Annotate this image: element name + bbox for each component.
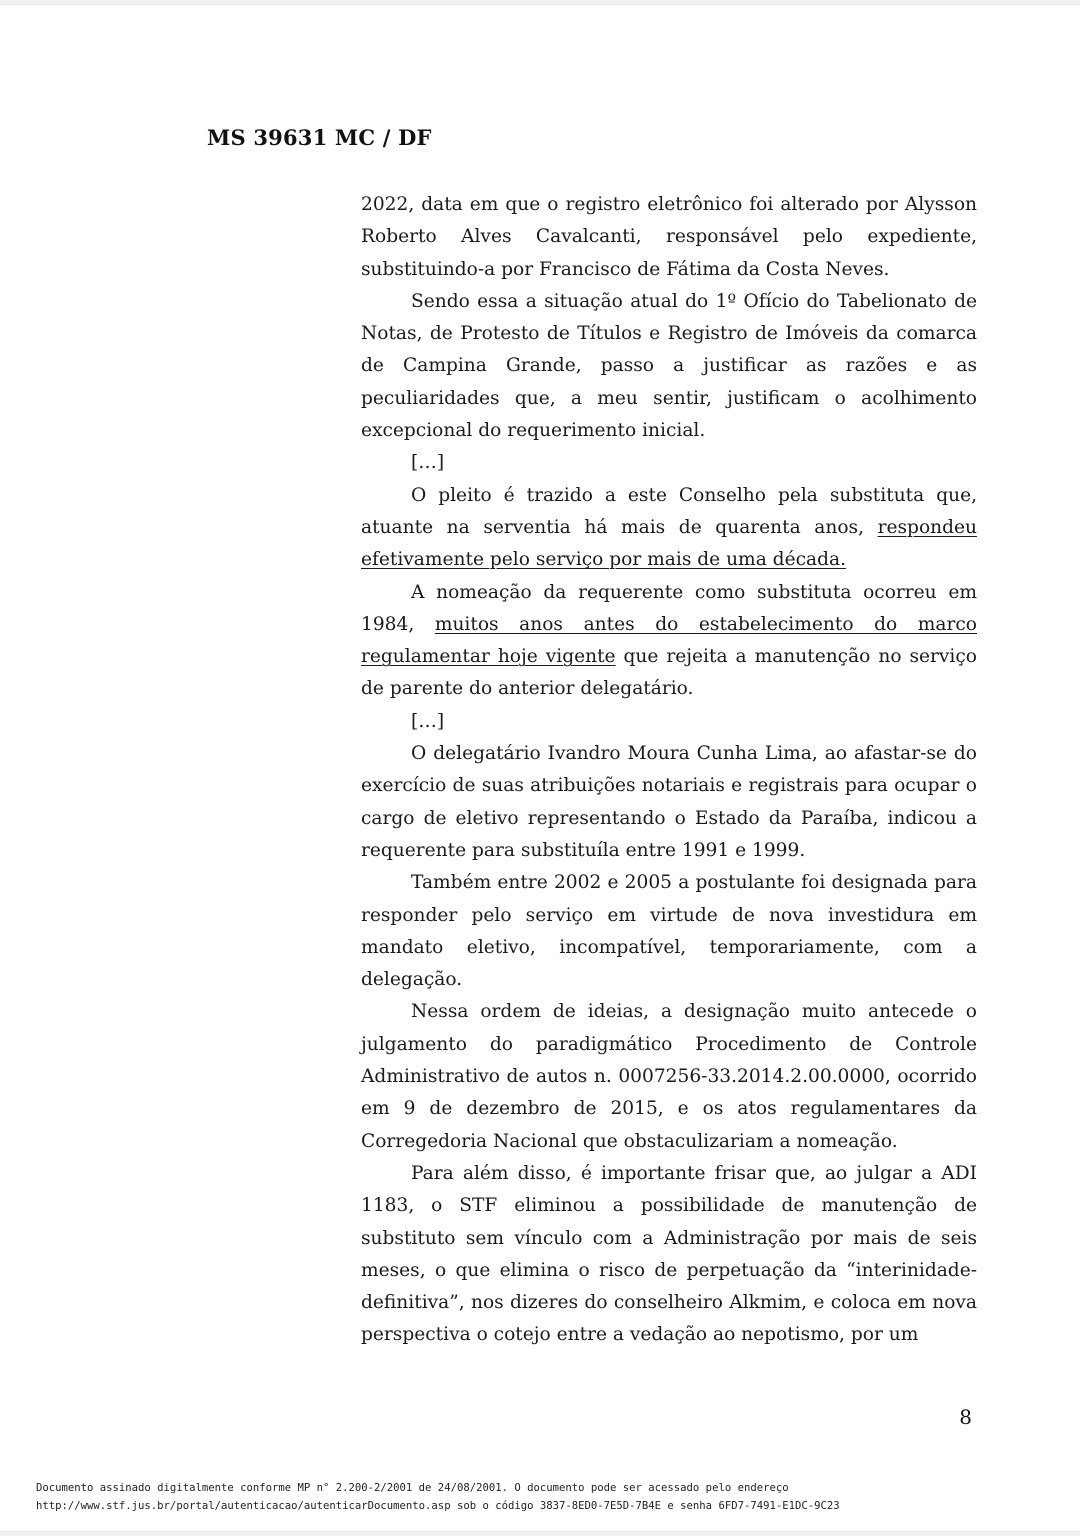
paragraph [361, 577, 977, 706]
paragraph [361, 189, 977, 286]
paragraph-text: Para além disso, é importante frisar que, ao julgar a ADI 1183, o STF eliminou a possibilidade de manutenção de substituto sem vínculo com a Administração por mais de seis meses, o que elimina o risco de perpetuação da “interinidade-definitiva”, nos dizeres do conselheiro Alkmim, e coloca em nova perspectiva o cotejo entre a vedação ao nepotismo, por um [361, 1162, 977, 1346]
signature-footer [36, 1479, 1046, 1515]
paragraph [361, 996, 977, 1157]
footer-line-1: Documento assinado digitalmente conforme MP n° 2.200-2/2001 de 24/08/2001. O documento pode ser acessado pelo endereço [36, 1482, 789, 1494]
paragraph [361, 286, 977, 447]
paragraph [361, 738, 977, 867]
paragraph-text: Nessa ordem de ideias, a designação muito antecede o julgamento do paradigmático Procedimento de Controle Administrativo de autos n. 0007256-33.2014.2.00.0000, ocorrido em 9 de dezembro de 2015, e os atos regulamentares da Corregedoria Nacional que obstaculizariam a nomeação. [361, 1001, 977, 1152]
paragraph [361, 867, 977, 996]
footer-line-2: http://www.stf.jus.br/portal/autenticacao/autenticarDocumento.asp sob o código 3837-8ED0-7E5D-7B4E e senha 6FD7-7491-E1DC-9C23 [36, 1500, 840, 1512]
paragraph-text: O delegatário Ivandro Moura Cunha Lima, ao afastar-se do exercício de suas atribuições notariais e registrais para ocupar o cargo de eletivo representando o Estado da Paraíba, indicou a requerente para substituíla entre 1991 e 1999. [361, 743, 977, 861]
page-number: 8 [959, 1405, 972, 1429]
document-page [0, 4, 1080, 1532]
paragraph-text: O pleito é trazido a este Conselho pela substituta que, atuante na serventia há mais de quarenta anos, [361, 484, 977, 538]
paragraph-text: Sendo essa a situação atual do 1º Ofício do Tabelionato de Notas, de Protesto de Títulos e Registro de Imóveis da comarca de Campina Grande, passo a justificar as razões e as peculiaridades que, a meu sentir, justificam o acolhimento excepcional do requerimento inicial. [361, 290, 977, 442]
paragraph [361, 706, 977, 738]
paragraph-text: Também entre 2002 e 2005 a postulante foi designada para responder pelo serviço em virtude de nova investidura em mandato eletivo, incompatível, temporariamente, com a delegação. [361, 872, 977, 991]
paragraph-text: 2022, data em que o registro eletrônico foi alterado por Alysson Roberto Alves Cavalcanti, responsável pelo expediente, substituindo-a por Francisco de Fátima da Costa Neves. [361, 194, 977, 280]
paragraph-text: […] [411, 710, 445, 732]
paragraph-text: […] [411, 452, 445, 474]
document-body [361, 189, 977, 1352]
paragraph-text: A nomeação da requerente como substituta ocorreu em 1984, [361, 581, 977, 635]
paragraph [361, 480, 977, 577]
paragraph [361, 447, 977, 479]
paragraph-text: que rejeita a manutenção no serviço de parente do anterior delegatário. [361, 646, 977, 700]
underlined-text: respondeu efetivamente pelo serviço por mais de uma década. [361, 516, 977, 571]
paragraph [361, 1158, 977, 1352]
page-header-title: MS 39631 MC / DF [207, 125, 432, 150]
underlined-text: muitos anos antes do estabelecimento do marco regulamentar hoje vigente [361, 613, 978, 668]
